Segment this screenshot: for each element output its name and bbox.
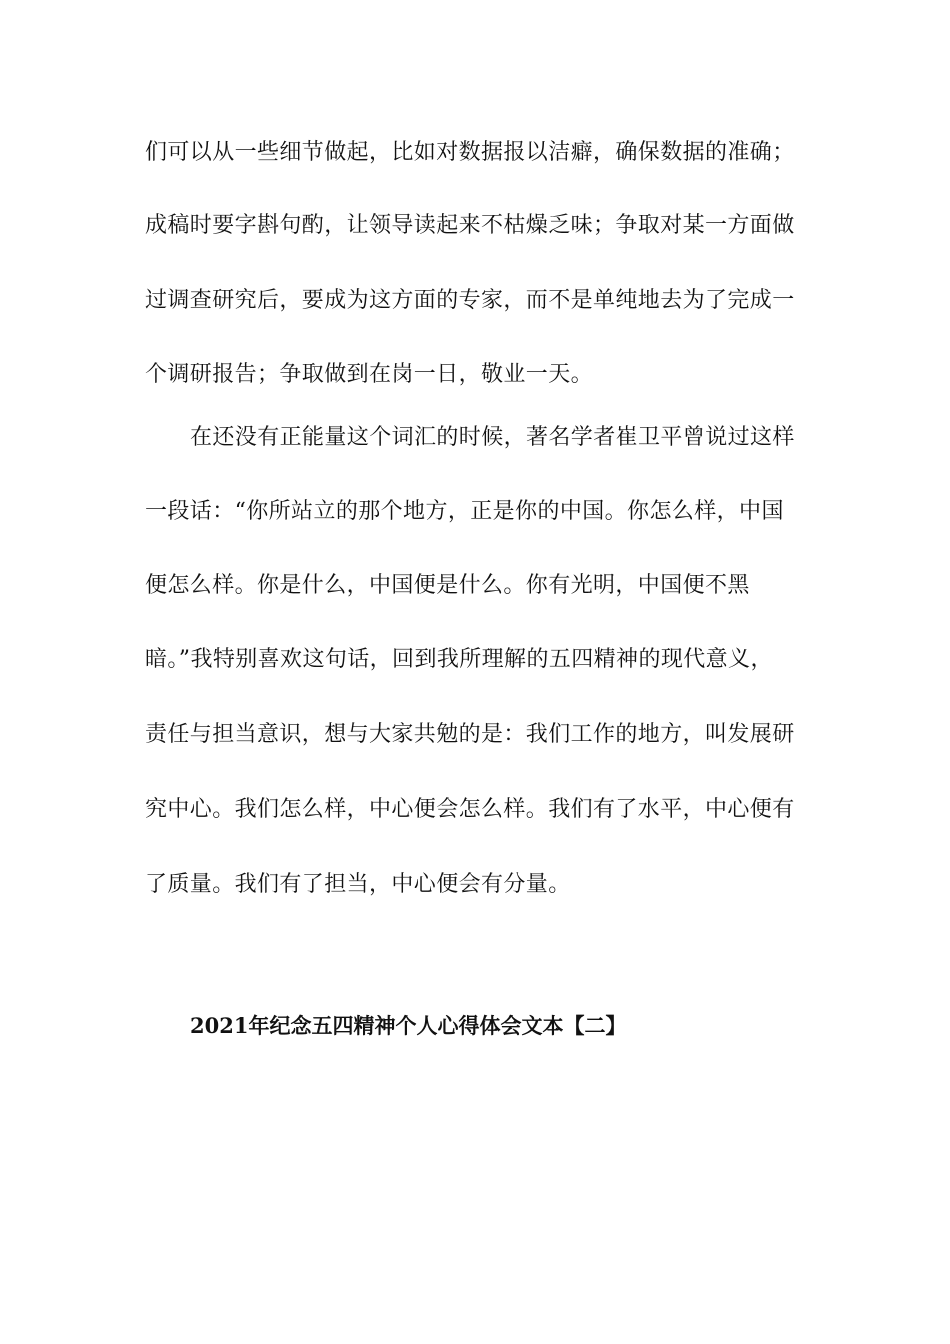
- paragraph-line: 一段话：“你所站立的那个地方，正是你的中国。你怎么样，中国: [145, 499, 784, 524]
- paragraph-line: 责任与担当意识，想与大家共勉的是：我们工作的地方，叫发展研: [145, 722, 795, 747]
- paragraph-line: 了质量。我们有了担当，中心便会有分量。: [145, 872, 571, 897]
- paragraph-line: 究中心。我们怎么样，中心便会怎么样。我们有了水平，中心便有: [145, 797, 795, 822]
- paragraph-line: 个调研报告；争取做到在岗一日，敬业一天。: [145, 362, 594, 387]
- paragraph-line: 在还没有正能量这个词汇的时候，著名学者崔卫平曾说过这样: [190, 425, 795, 450]
- section-heading: 2021年纪念五四精神个人心得体会文本【二】: [190, 1013, 627, 1038]
- paragraph-line: 成稿时要字斟句酌，让领导读起来不枯燥乏味；争取对某一方面做: [145, 213, 795, 238]
- paragraph-line: 暗。”我特别喜欢这句话，回到我所理解的五四精神的现代意义，: [145, 647, 773, 672]
- paragraph-line: 便怎么样。你是什么，中国便是什么。你有光明，中国便不黑: [145, 573, 750, 598]
- paragraph-line: 过调查研究后，要成为这方面的专家，而不是单纯地去为了完成一: [145, 288, 795, 313]
- paragraph-line: 们可以从一些细节做起，比如对数据报以洁癖，确保数据的准确；: [145, 140, 795, 165]
